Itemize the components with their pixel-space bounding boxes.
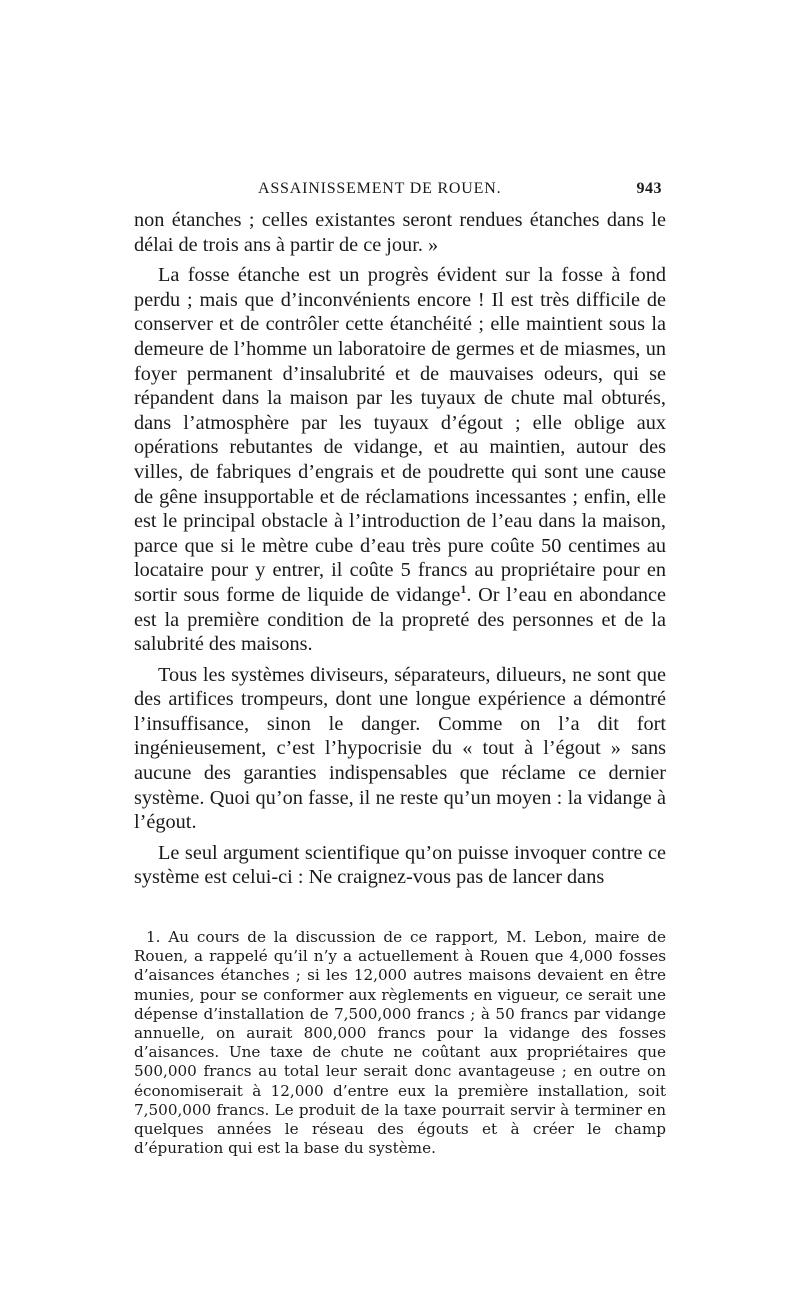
paragraph-argument-scientifique: Le seul argument scientifique qu’on puisse invoquer contre ce système est celui-ci : Ne craignez-vous pas de lancer dans [134, 841, 666, 889]
running-title: ASSAINISSEMENT DE ROUEN. [258, 180, 502, 197]
paragraph-continuation: non étanches ; celles existantes seront rendues étanches dans le délai de trois ans à partir de ce jour. » [134, 209, 666, 256]
paragraph-systemes-diviseurs: Tous les systèmes diviseurs, séparateurs, dilueurs, ne sont que des artifices trompeurs, dont une longue expérience a démontré l’insuffisance, sinon le danger. Comme on l’a dit fort ingénieusement, c’est l’hypocrisie du « tout à l’égout » sans aucune des garanties indispensables que réclame ce dernier système. Quoi qu’on fasse, il ne reste qu’un moyen : la vidange à l’égout. [134, 663, 666, 834]
paragraph-fosse-etanche [134, 263, 666, 657]
book-page [134, 178, 666, 1174]
body-text [134, 208, 666, 890]
paragraph-text: La fosse étanche est un progrès évident sur la fosse à fond perdu ; mais que d’inconvénients encore ! Il est très difficile de conserver et de contrôler cette étanchéité ; elle maintient sous la demeure de l’homme un laboratoire de germes et de miasmes, un foyer permanent d’insalubrité et de mauvaises odeurs, qui se répandent dans la maison par les tuyaux de chute mal obturés, dans l’atmosphère par les tuyaux d’égout ; elle oblige aux opérations rebutantes de vidange, et au maintien, autour des villes, de fabriques d’engrais et de poudrette qui sont une cause de gêne insupportable et de réclamations incessantes ; enfin, elle est le principal obstacle à l’introduction de l’eau dans la maison, parce que si le mètre cube d’eau très pure coûte 50 centimes au locataire pour y entrer, il coûte 5 francs au propriétaire pour en sortir sous forme de liquide de vidange [134, 264, 666, 606]
footnote: 1. Au cours de la discussion de ce rapport, M. Lebon, maire de Rouen, a rappelé qu’il n’y a actuellement à Rouen que 4,000 fosses d’aisances étanches ; si les 12,000 autres maisons devaient en être munies, pour se conformer aux règlements en vigueur, ce serait une dépense d’installation de 7,500,000 francs ; à 50 francs par vidange annuelle, on aurait 800,000 francs pour la vidange des fosses d’aisances. Une taxe de chute ne coûtant aux propriétaires que 500,000 francs au total leur serait donc avantageuse ; en outre on économiserait à 12,000 d’entre eux la première installation, soit 7,500,000 francs. Le produit de la taxe pourrait servir à terminer en quelques années le réseau des égouts et à créer le champ d’épuration qui est la base du système. [134, 928, 666, 1158]
footnote-reference[interactable]: 1 [460, 581, 467, 596]
page-number: 943 [636, 180, 662, 197]
paragraph-text: . Or l’eau en abondance est la première condition de la propreté des personnes et de la salubrité des maisons. [134, 583, 666, 656]
running-head [134, 178, 666, 208]
